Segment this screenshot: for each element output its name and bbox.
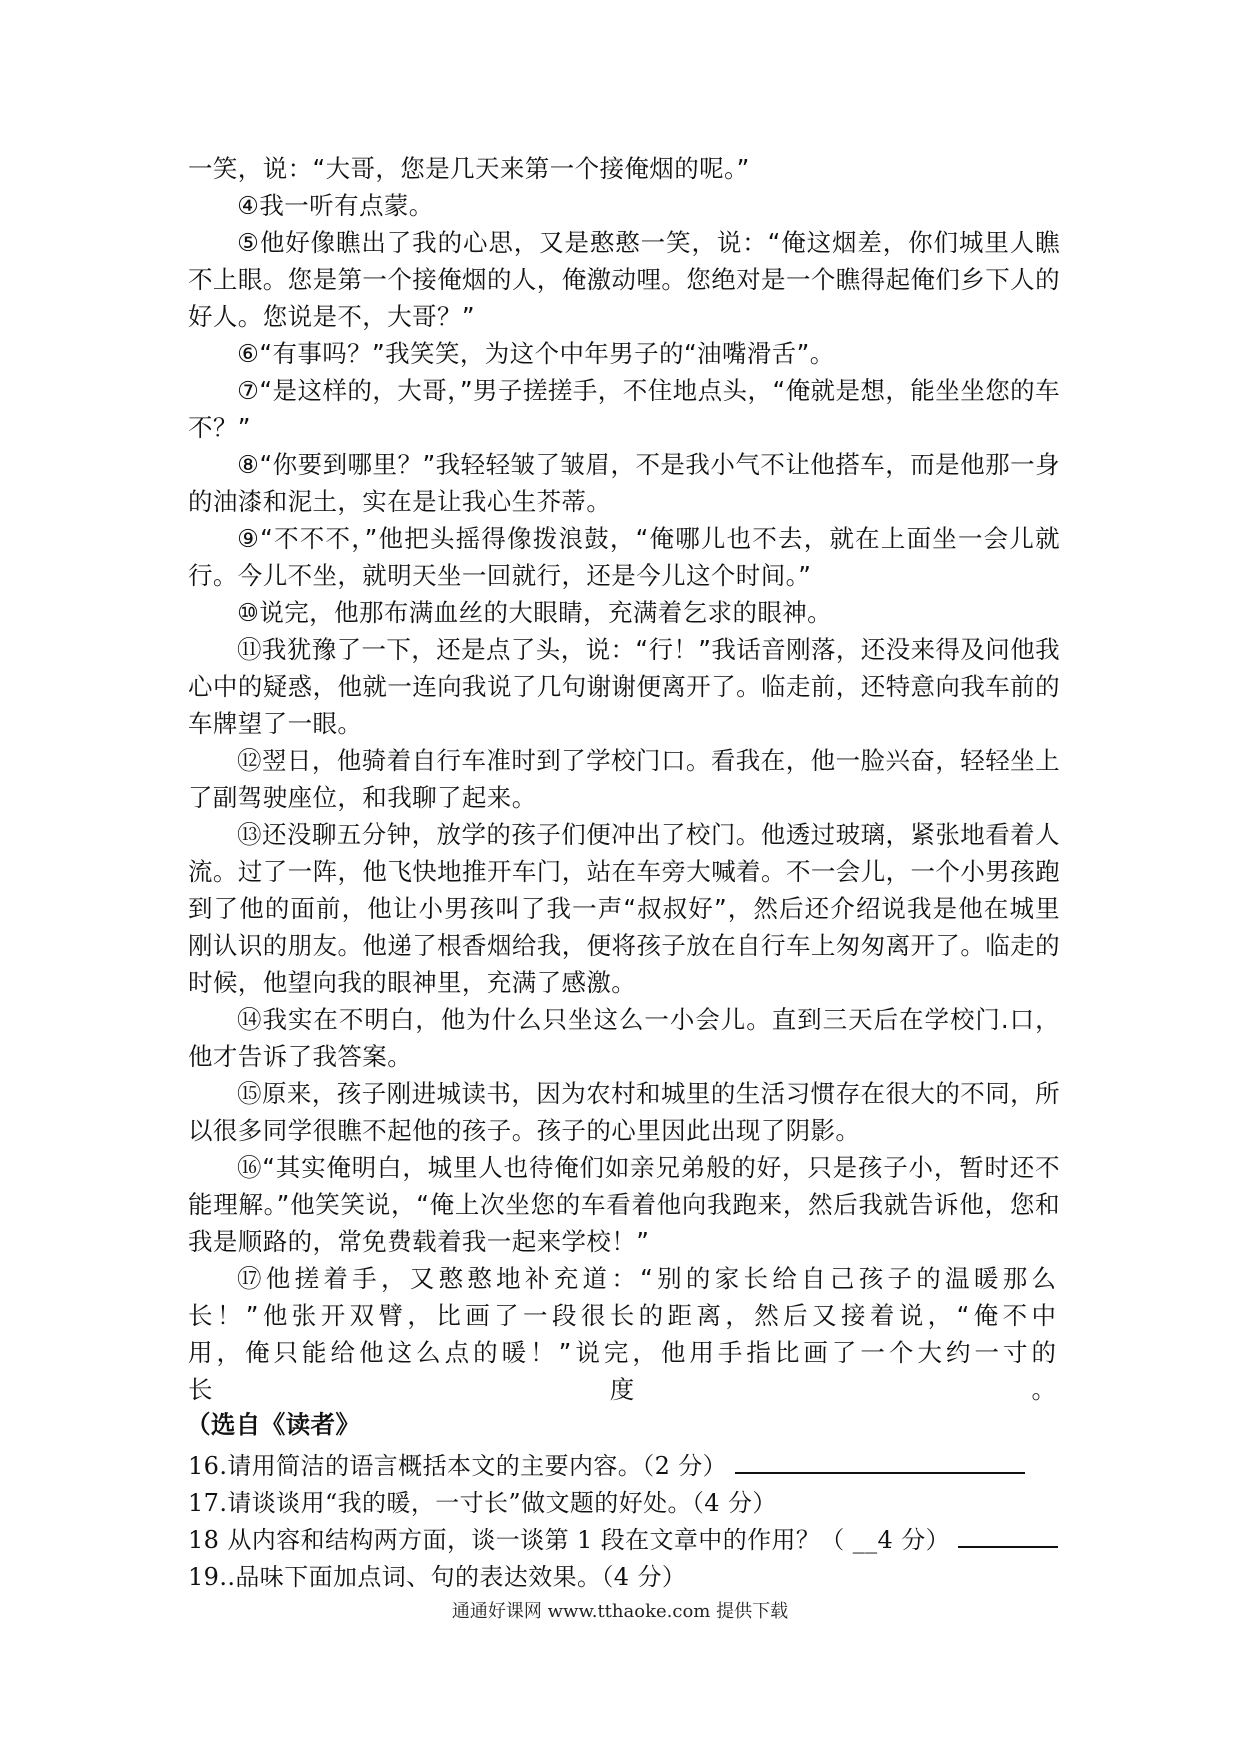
question-17	[188, 1485, 1060, 1522]
question-19	[188, 1559, 1060, 1596]
question-text: 18 从内容和结构两方面，谈一谈第 1 段在文章中的作用？（ __4 分）	[188, 1526, 951, 1554]
paragraph: ⑥“有事吗？”我笑笑，为这个中年男子的“油嘴滑舌”。	[237, 339, 835, 368]
paragraph: ⑨“不不不，”他把头摇得像拨浪鼓，“俺哪儿也不去，就在上面坐一会儿就行。今儿不坐，就明天坐一回就行，还是今儿这个时间。”	[188, 524, 1060, 590]
question-18	[188, 1522, 1060, 1559]
question-text: 17.请谈谈用“我的暖，一寸长”做文题的好处。（4 分）	[188, 1489, 777, 1517]
paragraph: ⑮原来，孩子刚进城读书，因为农村和城里的生活习惯存在很大的不同，所以很多同学很瞧不起他的孩子。孩子的心里因此出现了阴影。	[188, 1079, 1060, 1145]
paragraph: ④我一听有点蒙。	[237, 191, 434, 220]
paragraph: ⑰他搓着手，又憨憨地补充道：“别的家长给自己孩子的温暖那么长！”他张开双臂，比画了一段很长的距离，然后又接着说，“俺不中用，俺只能给他这么点的暖！”说完，他用手指比画了一个大约一寸的长度。	[188, 1264, 1060, 1404]
paragraph: ⑭我实在不明白，他为什么只坐这么一小会儿。直到三天后在学校门.口，他才告诉了我答案。	[188, 1005, 1060, 1071]
article-body	[188, 150, 1060, 1596]
paragraph: ⑧“你要到哪里？”我轻轻皱了皱眉，不是我小气不让他搭车，而是他那一身的油漆和泥土，实在是让我心生芥蒂。	[188, 450, 1060, 516]
paragraph: ⑯“其实俺明白，城里人也待俺们如亲兄弟般的好，只是孩子小，暂时还不能理解。”他笑笑说，“俺上次坐您的车看着他向我跑来，然后我就告诉他，您和我是顺路的，常免费载着我一起来学校！”	[188, 1153, 1060, 1256]
paragraph: ⑬还没聊五分钟，放学的孩子们便冲出了校门。他透过玻璃，紧张地看着人流。过了一阵，他飞快地推开车门，站在车旁大喊着。不一会儿，一个小男孩跑到了他的面前，他让小男孩叫了我一声“叔叔好”，然后还介绍说我是他在城里刚认识的朋友。他递了根香烟给我，便将孩子放在自行车上匆匆离开了。临走的时候，他望向我的眼神里，充满了感激。	[188, 820, 1060, 997]
paragraph: ⑪我犹豫了一下，还是点了头，说：“行！”我话音刚落，还没来得及问他我心中的疑惑，他就一连向我说了几句谢谢便离开了。临走前，还特意向我车前的车牌望了一眼。	[188, 635, 1060, 738]
source-citation: （选自《读者》	[186, 1410, 361, 1439]
paragraph: ⑦“是这样的，大哥，”男子搓搓手，不住地点头，“俺就是想，能坐坐您的车不？”	[188, 376, 1060, 442]
paragraph: ⑤他好像瞧出了我的心思，又是憨憨一笑，说：“俺这烟差，你们城里人瞧不上眼。您是第一个接俺烟的人，俺激动哩。您绝对是一个瞧得起俺们乡下人的好人。您说是不，大哥？”	[188, 228, 1060, 331]
answer-blank[interactable]	[958, 1526, 1058, 1548]
question-text: 16.请用简洁的语言概括本文的主要内容。（2 分）	[188, 1452, 728, 1480]
paragraph: 一笑，说：“大哥，您是几天来第一个接俺烟的呢。”	[188, 154, 750, 183]
page-footer: 通通好课网 www.tthaoke.com 提供下载	[451, 1601, 789, 1622]
paragraph: ⑫翌日，他骑着自行车准时到了学校门口。看我在，他一脸兴奋，轻轻坐上了副驾驶座位，和我聊了起来。	[188, 746, 1060, 812]
paragraph: ⑩说完，他那布满血丝的大眼睛，充满着乞求的眼神。	[237, 598, 833, 627]
question-text: 19..品味下面加点词、句的表达效果。（4 分）	[188, 1563, 687, 1591]
answer-blank[interactable]	[735, 1452, 1025, 1474]
question-16	[188, 1448, 1060, 1485]
